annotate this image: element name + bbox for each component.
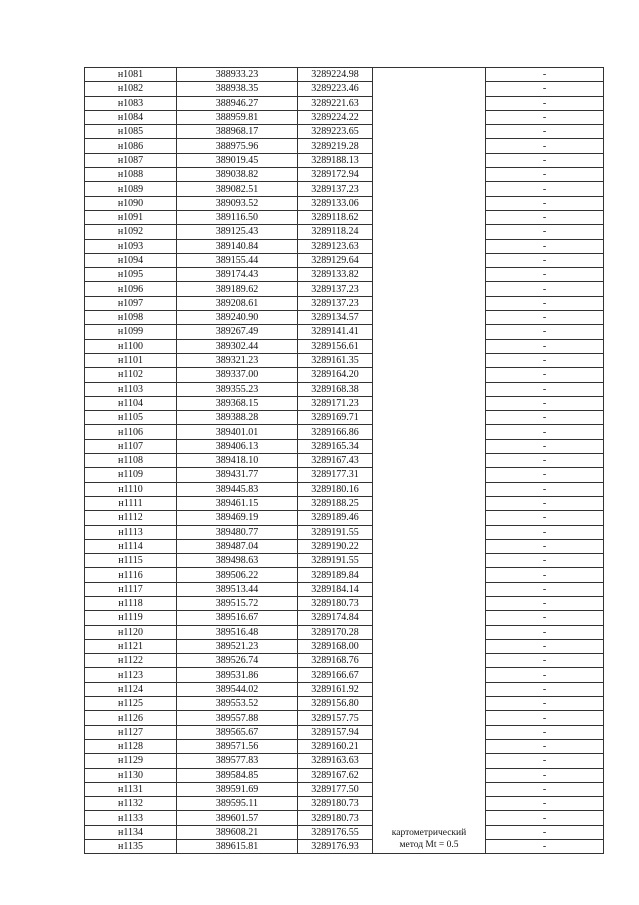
y-coordinate-cell: 3289166.67	[298, 668, 373, 682]
point-id-cell: н1093	[85, 239, 177, 253]
dash-cell: -	[486, 268, 604, 282]
dash-cell: -	[486, 697, 604, 711]
table-row	[85, 625, 604, 639]
table-row	[85, 811, 604, 825]
table-row	[85, 782, 604, 796]
x-coordinate-cell: 389608.21	[177, 825, 298, 839]
y-coordinate-cell: 3289172.94	[298, 168, 373, 182]
x-coordinate-cell: 389584.85	[177, 768, 298, 782]
dash-cell: -	[486, 611, 604, 625]
x-coordinate-cell: 389431.77	[177, 468, 298, 482]
point-id-cell: н1092	[85, 225, 177, 239]
dash-cell: -	[486, 739, 604, 753]
dash-cell: -	[486, 353, 604, 367]
point-id-cell: н1099	[85, 325, 177, 339]
dash-cell: -	[486, 82, 604, 96]
y-coordinate-cell: 3289141.41	[298, 325, 373, 339]
dash-cell: -	[486, 596, 604, 610]
table-row	[85, 825, 604, 839]
table-row	[85, 311, 604, 325]
x-coordinate-cell: 389388.28	[177, 411, 298, 425]
x-coordinate-cell: 388968.17	[177, 125, 298, 139]
x-coordinate-cell: 389321.23	[177, 353, 298, 367]
point-id-cell: н1132	[85, 797, 177, 811]
dash-cell: -	[486, 368, 604, 382]
point-id-cell: н1100	[85, 339, 177, 353]
dash-cell: -	[486, 582, 604, 596]
method-line-2: метод Mt = 0.5	[399, 840, 459, 851]
point-id-cell: н1097	[85, 296, 177, 310]
y-coordinate-cell: 3289168.38	[298, 382, 373, 396]
dash-cell: -	[486, 468, 604, 482]
x-coordinate-cell: 389513.44	[177, 582, 298, 596]
dash-cell: -	[486, 782, 604, 796]
y-coordinate-cell: 3289176.93	[298, 840, 373, 854]
y-coordinate-cell: 3289221.63	[298, 96, 373, 110]
point-id-cell: н1120	[85, 625, 177, 639]
dash-cell: -	[486, 382, 604, 396]
point-id-cell: н1085	[85, 125, 177, 139]
dash-cell: -	[486, 496, 604, 510]
point-id-cell: н1102	[85, 368, 177, 382]
x-coordinate-cell: 389337.00	[177, 368, 298, 382]
table-row	[85, 754, 604, 768]
table-row	[85, 496, 604, 510]
x-coordinate-cell: 389595.11	[177, 797, 298, 811]
y-coordinate-cell: 3289168.76	[298, 654, 373, 668]
point-id-cell: н1129	[85, 754, 177, 768]
x-coordinate-cell: 389591.69	[177, 782, 298, 796]
y-coordinate-cell: 3289191.55	[298, 554, 373, 568]
dash-cell: -	[486, 554, 604, 568]
dash-cell: -	[486, 239, 604, 253]
y-coordinate-cell: 3289180.73	[298, 811, 373, 825]
y-coordinate-cell: 3289169.71	[298, 411, 373, 425]
x-coordinate-cell: 389368.15	[177, 396, 298, 410]
point-id-cell: н1094	[85, 253, 177, 267]
x-coordinate-cell: 389445.83	[177, 482, 298, 496]
dash-cell: -	[486, 568, 604, 582]
table-row	[85, 725, 604, 739]
table-row	[85, 382, 604, 396]
y-coordinate-cell: 3289156.80	[298, 697, 373, 711]
method-line-1: картометрический	[391, 828, 467, 839]
y-coordinate-cell: 3289157.94	[298, 725, 373, 739]
table-row	[85, 196, 604, 210]
table-row	[85, 96, 604, 110]
y-coordinate-cell: 3289163.63	[298, 754, 373, 768]
point-id-cell: н1125	[85, 697, 177, 711]
x-coordinate-cell: 389302.44	[177, 339, 298, 353]
point-id-cell: н1107	[85, 439, 177, 453]
y-coordinate-cell: 3289118.62	[298, 210, 373, 224]
point-id-cell: н1133	[85, 811, 177, 825]
y-coordinate-cell: 3289134.57	[298, 311, 373, 325]
point-id-cell: н1121	[85, 639, 177, 653]
dash-cell: -	[486, 625, 604, 639]
x-coordinate-cell: 389174.43	[177, 268, 298, 282]
dash-cell: -	[486, 168, 604, 182]
dash-cell: -	[486, 682, 604, 696]
point-id-cell: н1117	[85, 582, 177, 596]
table-row	[85, 454, 604, 468]
dash-cell: -	[486, 754, 604, 768]
dash-cell: -	[486, 125, 604, 139]
point-id-cell: н1101	[85, 353, 177, 367]
x-coordinate-cell: 388946.27	[177, 96, 298, 110]
y-coordinate-cell: 3289137.23	[298, 296, 373, 310]
table-row	[85, 568, 604, 582]
dash-cell: -	[486, 210, 604, 224]
x-coordinate-cell: 389516.67	[177, 611, 298, 625]
dash-cell: -	[486, 182, 604, 196]
y-coordinate-cell: 3289164.20	[298, 368, 373, 382]
point-id-cell: н1096	[85, 282, 177, 296]
x-coordinate-cell: 389498.63	[177, 554, 298, 568]
dash-cell: -	[486, 525, 604, 539]
y-coordinate-cell: 3289171.23	[298, 396, 373, 410]
point-id-cell: н1127	[85, 725, 177, 739]
y-coordinate-cell: 3289161.35	[298, 353, 373, 367]
y-coordinate-cell: 3289219.28	[298, 139, 373, 153]
table-row	[85, 711, 604, 725]
table-row	[85, 468, 604, 482]
table-row	[85, 125, 604, 139]
table-row	[85, 797, 604, 811]
x-coordinate-cell: 389082.51	[177, 182, 298, 196]
x-coordinate-cell: 388975.96	[177, 139, 298, 153]
x-coordinate-cell: 388933.23	[177, 68, 298, 82]
point-id-cell: н1115	[85, 554, 177, 568]
y-coordinate-cell: 3289133.82	[298, 268, 373, 282]
dash-cell: -	[486, 725, 604, 739]
y-coordinate-cell: 3289188.25	[298, 496, 373, 510]
y-coordinate-cell: 3289180.73	[298, 596, 373, 610]
dash-cell: -	[486, 139, 604, 153]
table-row	[85, 739, 604, 753]
y-coordinate-cell: 3289133.06	[298, 196, 373, 210]
point-id-cell: н1116	[85, 568, 177, 582]
x-coordinate-cell: 389487.04	[177, 539, 298, 553]
y-coordinate-cell: 3289160.21	[298, 739, 373, 753]
y-coordinate-cell: 3289189.46	[298, 511, 373, 525]
x-coordinate-cell: 389615.81	[177, 840, 298, 854]
y-coordinate-cell: 3289167.43	[298, 454, 373, 468]
point-id-cell: н1124	[85, 682, 177, 696]
x-coordinate-cell: 389461.15	[177, 496, 298, 510]
y-coordinate-cell: 3289123.63	[298, 239, 373, 253]
point-id-cell: н1091	[85, 210, 177, 224]
x-coordinate-cell: 389601.57	[177, 811, 298, 825]
table-row	[85, 339, 604, 353]
dash-cell: -	[486, 68, 604, 82]
x-coordinate-cell: 389521.23	[177, 639, 298, 653]
dash-cell: -	[486, 811, 604, 825]
dash-cell: -	[486, 639, 604, 653]
dash-cell: -	[486, 711, 604, 725]
dash-cell: -	[486, 325, 604, 339]
table-row	[85, 525, 604, 539]
dash-cell: -	[486, 654, 604, 668]
table-row	[85, 110, 604, 124]
x-coordinate-cell: 389565.67	[177, 725, 298, 739]
x-coordinate-cell: 389125.43	[177, 225, 298, 239]
point-id-cell: н1106	[85, 425, 177, 439]
y-coordinate-cell: 3289161.92	[298, 682, 373, 696]
dash-cell: -	[486, 311, 604, 325]
point-id-cell: н1135	[85, 840, 177, 854]
point-id-cell: н1098	[85, 311, 177, 325]
x-coordinate-cell: 389406.13	[177, 439, 298, 453]
dash-cell: -	[486, 511, 604, 525]
x-coordinate-cell: 389038.82	[177, 168, 298, 182]
dash-cell: -	[486, 282, 604, 296]
dash-cell: -	[486, 797, 604, 811]
point-id-cell: н1105	[85, 411, 177, 425]
x-coordinate-cell: 389208.61	[177, 296, 298, 310]
y-coordinate-cell: 3289190.22	[298, 539, 373, 553]
dash-cell: -	[486, 153, 604, 167]
dash-cell: -	[486, 454, 604, 468]
point-id-cell: н1081	[85, 68, 177, 82]
table-row	[85, 482, 604, 496]
point-id-cell: н1131	[85, 782, 177, 796]
table-row	[85, 153, 604, 167]
x-coordinate-cell: 389140.84	[177, 239, 298, 253]
point-id-cell: н1118	[85, 596, 177, 610]
coordinates-table	[84, 67, 604, 854]
table-row	[85, 253, 604, 267]
x-coordinate-cell: 389526.74	[177, 654, 298, 668]
x-coordinate-cell: 389531.86	[177, 668, 298, 682]
table-row	[85, 168, 604, 182]
x-coordinate-cell: 389515.72	[177, 596, 298, 610]
dash-cell: -	[486, 840, 604, 854]
dash-cell: -	[486, 439, 604, 453]
dash-cell: -	[486, 396, 604, 410]
table-row	[85, 697, 604, 711]
point-id-cell: н1119	[85, 611, 177, 625]
dash-cell: -	[486, 225, 604, 239]
table-row	[85, 554, 604, 568]
point-id-cell: н1086	[85, 139, 177, 153]
y-coordinate-cell: 3289129.64	[298, 253, 373, 267]
dash-cell: -	[486, 253, 604, 267]
y-coordinate-cell: 3289177.50	[298, 782, 373, 796]
point-id-cell: н1088	[85, 168, 177, 182]
y-coordinate-cell: 3289223.46	[298, 82, 373, 96]
dash-cell: -	[486, 196, 604, 210]
x-coordinate-cell: 388938.35	[177, 82, 298, 96]
x-coordinate-cell: 389557.88	[177, 711, 298, 725]
table-row	[85, 425, 604, 439]
point-id-cell: н1108	[85, 454, 177, 468]
table-row	[85, 668, 604, 682]
y-coordinate-cell: 3289170.28	[298, 625, 373, 639]
x-coordinate-cell: 389093.52	[177, 196, 298, 210]
table-row	[85, 611, 604, 625]
table-row	[85, 654, 604, 668]
table-row	[85, 439, 604, 453]
dash-cell: -	[486, 296, 604, 310]
y-coordinate-cell: 3289180.16	[298, 482, 373, 496]
y-coordinate-cell: 3289166.86	[298, 425, 373, 439]
y-coordinate-cell: 3289157.75	[298, 711, 373, 725]
dash-cell: -	[486, 96, 604, 110]
table-row	[85, 325, 604, 339]
dash-cell: -	[486, 339, 604, 353]
table-row	[85, 511, 604, 525]
point-id-cell: н1112	[85, 511, 177, 525]
y-coordinate-cell: 3289165.34	[298, 439, 373, 453]
point-id-cell: н1083	[85, 96, 177, 110]
y-coordinate-cell: 3289137.23	[298, 182, 373, 196]
point-id-cell: н1123	[85, 668, 177, 682]
x-coordinate-cell: 389401.01	[177, 425, 298, 439]
point-id-cell: н1084	[85, 110, 177, 124]
table-row	[85, 396, 604, 410]
point-id-cell: н1109	[85, 468, 177, 482]
point-id-cell: н1113	[85, 525, 177, 539]
y-coordinate-cell: 3289167.62	[298, 768, 373, 782]
y-coordinate-cell: 3289189.84	[298, 568, 373, 582]
x-coordinate-cell: 389553.52	[177, 697, 298, 711]
table-row	[85, 239, 604, 253]
y-coordinate-cell: 3289224.22	[298, 110, 373, 124]
dash-cell: -	[486, 411, 604, 425]
point-id-cell: н1104	[85, 396, 177, 410]
table-row	[85, 282, 604, 296]
point-id-cell: н1114	[85, 539, 177, 553]
table-row	[85, 68, 604, 82]
table-row	[85, 840, 604, 854]
y-coordinate-cell: 3289118.24	[298, 225, 373, 239]
x-coordinate-cell: 388959.81	[177, 110, 298, 124]
coordinates-table-body	[85, 68, 604, 854]
x-coordinate-cell: 389189.62	[177, 282, 298, 296]
x-coordinate-cell: 389480.77	[177, 525, 298, 539]
y-coordinate-cell: 3289177.31	[298, 468, 373, 482]
point-id-cell: н1110	[85, 482, 177, 496]
table-row	[85, 296, 604, 310]
x-coordinate-cell: 389516.48	[177, 625, 298, 639]
point-id-cell: н1134	[85, 825, 177, 839]
x-coordinate-cell: 389116.50	[177, 210, 298, 224]
point-id-cell: н1130	[85, 768, 177, 782]
table-row	[85, 682, 604, 696]
point-id-cell: н1103	[85, 382, 177, 396]
y-coordinate-cell: 3289223.65	[298, 125, 373, 139]
dash-cell: -	[486, 110, 604, 124]
table-row	[85, 539, 604, 553]
point-id-cell: н1128	[85, 739, 177, 753]
table-row	[85, 582, 604, 596]
x-coordinate-cell: 389418.10	[177, 454, 298, 468]
x-coordinate-cell: 389267.49	[177, 325, 298, 339]
point-id-cell: н1089	[85, 182, 177, 196]
y-coordinate-cell: 3289156.61	[298, 339, 373, 353]
table-row	[85, 225, 604, 239]
y-coordinate-cell: 3289191.55	[298, 525, 373, 539]
point-id-cell: н1082	[85, 82, 177, 96]
x-coordinate-cell: 389577.83	[177, 754, 298, 768]
y-coordinate-cell: 3289188.13	[298, 153, 373, 167]
dash-cell: -	[486, 768, 604, 782]
dash-cell: -	[486, 668, 604, 682]
y-coordinate-cell: 3289184.14	[298, 582, 373, 596]
dash-cell: -	[486, 539, 604, 553]
method-cell	[373, 68, 486, 854]
table-row	[85, 639, 604, 653]
x-coordinate-cell: 389155.44	[177, 253, 298, 267]
point-id-cell: н1126	[85, 711, 177, 725]
table-row	[85, 139, 604, 153]
x-coordinate-cell: 389571.56	[177, 739, 298, 753]
table-row	[85, 182, 604, 196]
x-coordinate-cell: 389469.19	[177, 511, 298, 525]
y-coordinate-cell: 3289174.84	[298, 611, 373, 625]
table-row	[85, 596, 604, 610]
point-id-cell: н1122	[85, 654, 177, 668]
y-coordinate-cell: 3289180.73	[298, 797, 373, 811]
dash-cell: -	[486, 825, 604, 839]
table-row	[85, 210, 604, 224]
y-coordinate-cell: 3289224.98	[298, 68, 373, 82]
point-id-cell: н1111	[85, 496, 177, 510]
x-coordinate-cell: 389355.23	[177, 382, 298, 396]
table-row	[85, 768, 604, 782]
x-coordinate-cell: 389544.02	[177, 682, 298, 696]
point-id-cell: н1087	[85, 153, 177, 167]
table-row	[85, 268, 604, 282]
point-id-cell: н1090	[85, 196, 177, 210]
x-coordinate-cell: 389240.90	[177, 311, 298, 325]
dash-cell: -	[486, 425, 604, 439]
y-coordinate-cell: 3289176.55	[298, 825, 373, 839]
x-coordinate-cell: 389019.45	[177, 153, 298, 167]
table-row	[85, 368, 604, 382]
table-row	[85, 411, 604, 425]
table-row	[85, 353, 604, 367]
dash-cell: -	[486, 482, 604, 496]
x-coordinate-cell: 389506.22	[177, 568, 298, 582]
point-id-cell: н1095	[85, 268, 177, 282]
y-coordinate-cell: 3289168.00	[298, 639, 373, 653]
table-row	[85, 82, 604, 96]
y-coordinate-cell: 3289137.23	[298, 282, 373, 296]
